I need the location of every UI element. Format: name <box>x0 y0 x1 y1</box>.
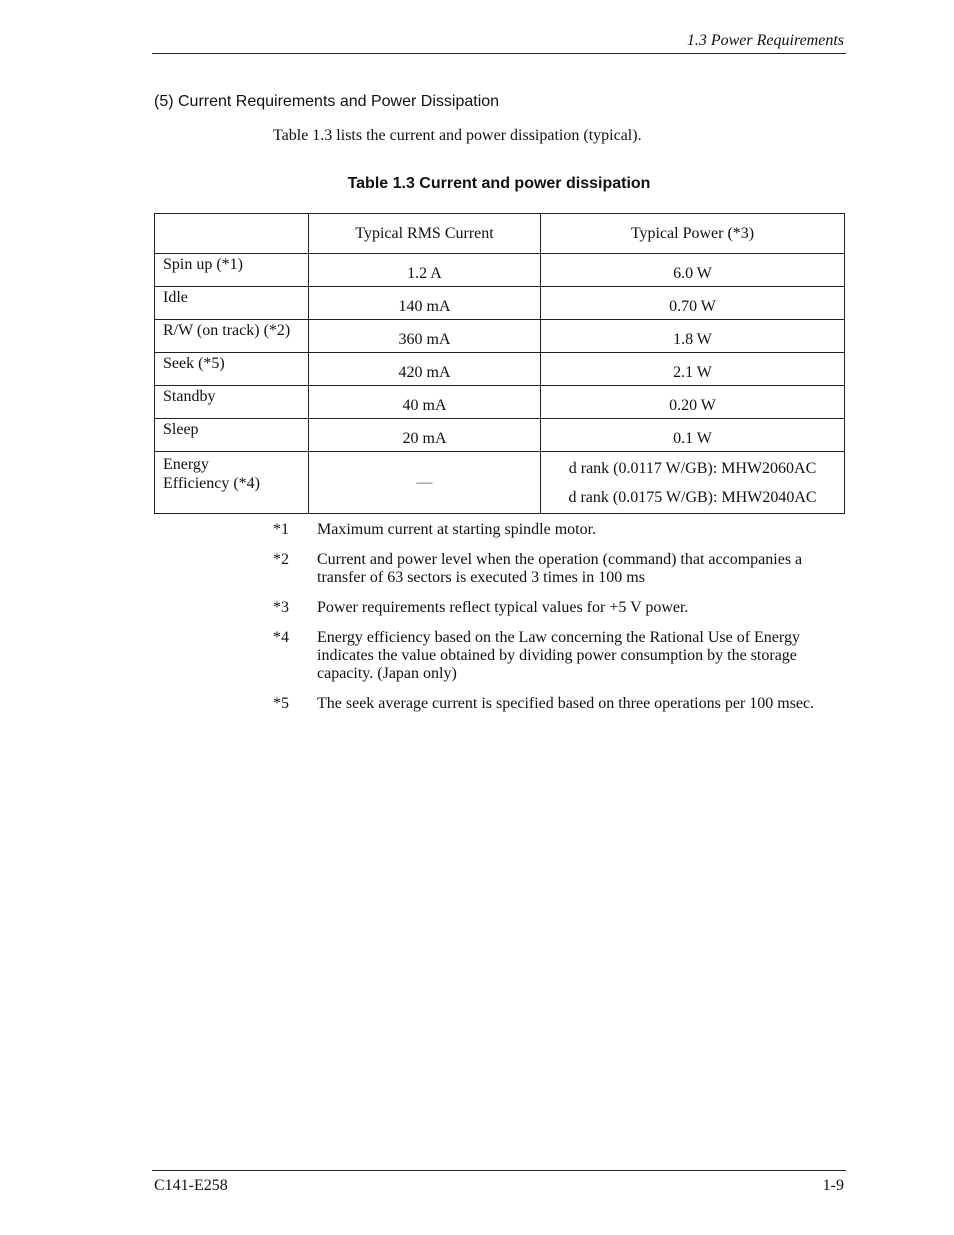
header-rule <box>152 53 846 54</box>
footnote-text: Energy efficiency based on the Law concerning the Rational Use of Energy indicates the value obtained by dividing power consumption by the storage capacity. (Japan only) <box>317 629 800 682</box>
table-row <box>155 419 845 452</box>
energy-efficiency-row <box>155 452 845 514</box>
row-current: 40 mA <box>309 386 541 419</box>
row-current: 360 mA <box>309 320 541 353</box>
row-current: 20 mA <box>309 419 541 452</box>
energy-label <box>155 452 309 514</box>
footnote-mark: *4 <box>273 629 289 646</box>
footer-rule <box>152 1170 846 1171</box>
row-label: Seek (*5) <box>155 353 309 386</box>
row-label: Spin up (*1) <box>155 254 309 287</box>
footnote-text: Maximum current at starting spindle motor. <box>317 521 597 538</box>
footnotes <box>273 521 843 725</box>
footnote-text: Current and power level when the operation (command) that accompanies a transfer of 63 sectors is executed 3 times in 100 ms <box>317 551 803 586</box>
power-dissipation-table <box>154 213 845 514</box>
footnote-text: Power requirements reflect typical values for +5 V power. <box>317 599 689 616</box>
energy-current-dash: — <box>309 452 541 514</box>
footnote-4 <box>273 629 843 683</box>
energy-label-line1: Energy <box>163 456 209 473</box>
section-heading: (5) Current Requirements and Power Dissipation <box>154 93 500 110</box>
row-label: R/W (on track) (*2) <box>155 320 309 353</box>
header-cell-power: Typical Power (*3) <box>541 214 845 254</box>
table-row <box>155 287 845 320</box>
table-header-row <box>155 214 845 254</box>
footnote-mark: *1 <box>273 521 289 538</box>
row-label: Sleep <box>155 419 309 452</box>
row-power: 2.1 W <box>541 353 845 386</box>
row-power: 0.70 W <box>541 287 845 320</box>
row-power: 0.1 W <box>541 419 845 452</box>
row-current: 1.2 A <box>309 254 541 287</box>
energy-label-line2: Efficiency (*4) <box>163 475 260 492</box>
row-label: Idle <box>155 287 309 320</box>
footnote-mark: *3 <box>273 599 289 616</box>
footnote-5 <box>273 695 843 713</box>
table-row <box>155 320 845 353</box>
table-row <box>155 353 845 386</box>
footnote-2 <box>273 551 843 587</box>
running-header-title: 1.3 Power Requirements <box>686 32 844 49</box>
row-power: 1.8 W <box>541 320 845 353</box>
intro-paragraph: Table 1.3 lists the current and power dissipation (typical). <box>273 127 642 144</box>
table-row <box>155 254 845 287</box>
page-number: 1-9 <box>822 1177 844 1194</box>
row-current: 140 mA <box>309 287 541 320</box>
table-row <box>155 386 845 419</box>
footnote-text: The seek average current is specified based on three operations per 100 msec. <box>317 695 815 712</box>
row-power: 0.20 W <box>541 386 845 419</box>
table-title: Table 1.3 Current and power dissipation <box>347 175 651 192</box>
footnote-mark: *2 <box>273 551 289 568</box>
footnote-3 <box>273 599 843 617</box>
header-cell-blank <box>155 214 309 254</box>
footnote-1 <box>273 521 843 539</box>
row-current: 420 mA <box>309 353 541 386</box>
header-cell-current: Typical RMS Current <box>309 214 541 254</box>
energy-rank-mhw2040ac: d rank (0.0175 W/GB): MHW2040AC <box>568 488 817 506</box>
row-label: Standby <box>155 386 309 419</box>
energy-ranks <box>541 452 845 514</box>
energy-rank-mhw2060ac: d rank (0.0117 W/GB): MHW2060AC <box>568 459 817 477</box>
document-code: C141-E258 <box>154 1177 228 1194</box>
row-power: 6.0 W <box>541 254 845 287</box>
footnote-mark: *5 <box>273 695 289 712</box>
